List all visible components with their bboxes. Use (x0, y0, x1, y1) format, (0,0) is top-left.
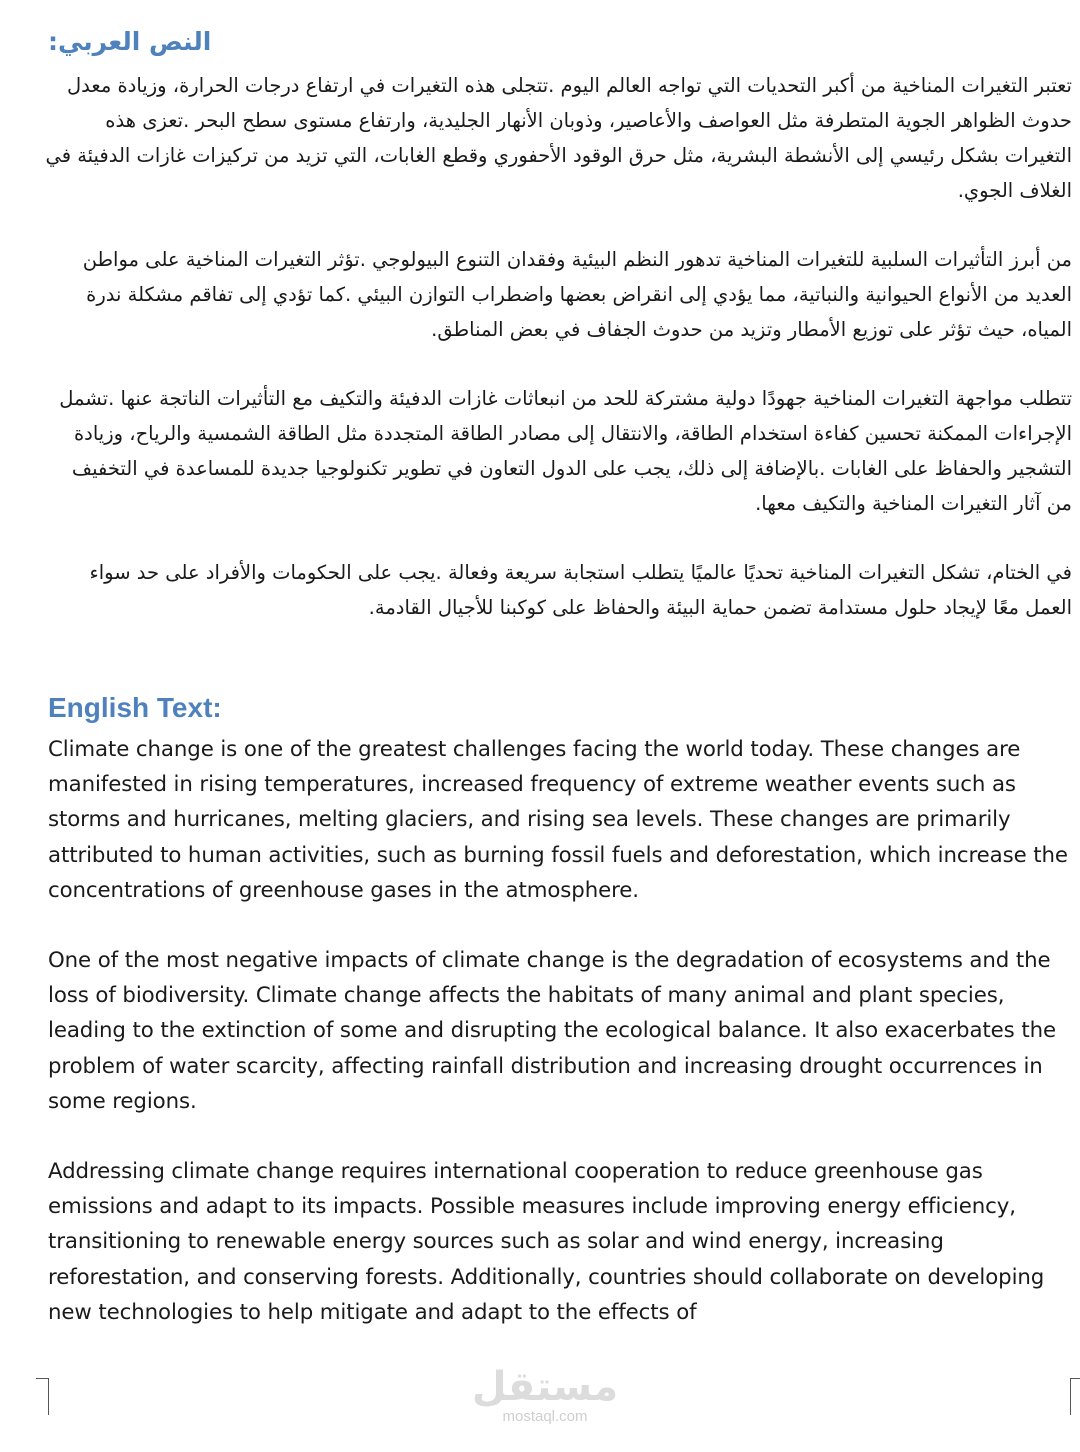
english-heading: English Text: (48, 692, 222, 723)
arabic-paragraph-2: من أبرز التأثيرات السلبية للتغيرات المناخية تدهور النظم البيئية وفقدان التنوع البيولوجي .تؤثر التغيرات المناخية على مواطن العديد من الأنواع الحيوانية والنباتية، مما يؤدي إلى انقراض بعضها واضطراب التوازن البيئي .كما تؤدي إلى تفاقم مشكلة ندرة المياه، حيث تؤثر على توزيع الأمطار وتزيد من حدوث الجفاف في بعض المناطق. (82, 248, 1072, 341)
arabic-heading: النص العربي: (48, 27, 212, 56)
watermark-logo: مستقل (471, 1364, 619, 1410)
arabic-paragraph-3: تتطلب مواجهة التغيرات المناخية جهودًا دولية مشتركة للحد من انبعاثات غازات الدفيئة والتكيف مع التأثيرات الناتجة عنها .تشمل الإجراءات الممكنة تحسين كفاءة استخدام الطاقة، والانتقال إلى مصادر الطاقة المتجددة مثل الطاقة الشمسية والرياح، وزيادة التشجير والحفاظ على الغابات .بالإضافة إلى ذلك، يجب على الدول التعاون في تطوير تكنولوجيا جديدة للمساعدة في التخفيف من آثار التغيرات المناخية والتكيف معها. (59, 387, 1072, 515)
page-corner-mark-left (36, 1378, 49, 1415)
arabic-section (44, 22, 1072, 659)
watermark-url: mostaql.com (502, 1408, 588, 1425)
page-corner-mark-right (1070, 1378, 1080, 1415)
english-section (48, 688, 1072, 1365)
english-paragraph-1: Climate change is one of the greatest challenges facing the world today. These changes are manifested in rising temperatures, increased frequency of extreme weather events such as storms and hurricanes, melting glaciers, and rising sea levels. These changes are primarily attributed to human activities, such as burning fossil fuels and deforestation, which increase the concentrations of greenhouse gases in the atmosphere. (48, 737, 1068, 903)
watermark (470, 1364, 620, 1444)
arabic-paragraph-4: في الختام، تشكل التغيرات المناخية تحديًا عالميًا يتطلب استجابة سريعة وفعالة .يجب على الحكومات والأفراد على حد سواء العمل معًا لإيجاد حلول مستدامة تضمن حماية البيئة والحفاظ على كوكبنا للأجيال القادمة. (89, 561, 1072, 619)
english-paragraph-2: One of the most negative impacts of climate change is the degradation of ecosystems and the loss of biodiversity. Climate change affects the habitats of many animal and plant species, leading to the extinction of some and disrupting the ecological balance. It also exacerbates the problem of water scarcity, affecting rainfall distribution and increasing drought occurrences in some regions. (48, 948, 1056, 1114)
arabic-paragraph-1: تعتبر التغيرات المناخية من أكبر التحديات التي تواجه العالم اليوم .تتجلى هذه التغيرات في ارتفاع درجات الحرارة، وزيادة معدل حدوث الظواهر الجوية المتطرفة مثل العواصف والأعاصير، وذوبان الأنهار الجليدية، وارتفاع مستوى سطح البحر .تعزى هذه التغيرات بشكل رئيسي إلى الأنشطة البشرية، مثل حرق الوقود الأحفوري وقطع الغابات، التي تزيد من تركيزات غازات الدفيئة في الغلاف الجوي. (45, 74, 1072, 202)
english-paragraph-3: Addressing climate change requires international cooperation to reduce greenhouse gas emissions and adapt to its impacts. Possible measures include improving energy efficiency, transitioning to renewable energy sources such as solar and wind energy, increasing reforestation, and conserving forests. Additionally, countries should collaborate on developing new technologies to help mitigate and adapt to the effects of (48, 1159, 1045, 1325)
